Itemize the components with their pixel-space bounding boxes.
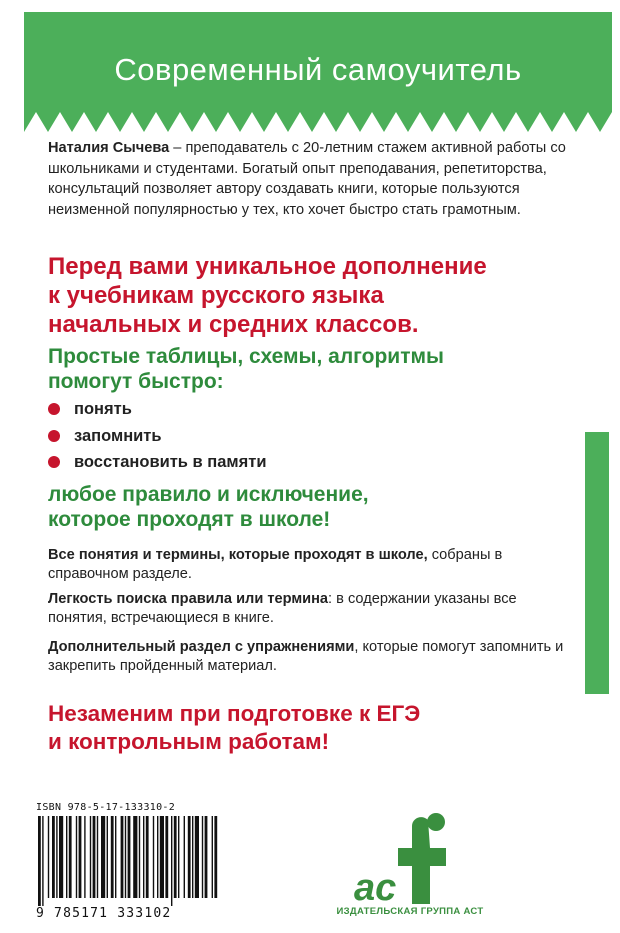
feature-bold: Дополнительный раздел с упражнениями bbox=[48, 639, 355, 655]
barcode-bar bbox=[153, 816, 154, 898]
headline-line-1: Перед вами уникальное дополнение bbox=[48, 253, 487, 280]
list-item-label: запомнить bbox=[74, 426, 162, 445]
benefit-list bbox=[48, 398, 548, 478]
barcode-bar bbox=[202, 816, 203, 898]
subheadline bbox=[48, 344, 588, 394]
header-banner bbox=[24, 12, 612, 132]
barcode-bar bbox=[128, 816, 131, 898]
barcode-bar bbox=[107, 816, 108, 898]
side-green-stripe bbox=[585, 432, 609, 694]
barcode-bar bbox=[101, 816, 105, 898]
bullet-dot-icon bbox=[48, 430, 60, 442]
closing-headline bbox=[48, 700, 588, 756]
barcode-bar bbox=[97, 816, 98, 898]
barcode-bar bbox=[195, 816, 199, 898]
barcode-bar bbox=[174, 816, 177, 898]
feature-text: собраны в справочном разделе. bbox=[48, 547, 503, 582]
barcode-bar bbox=[171, 816, 172, 906]
feature-paragraph bbox=[48, 546, 578, 584]
bullet-dot-icon bbox=[48, 403, 60, 415]
barcode-bar bbox=[111, 816, 114, 898]
barcode-bar bbox=[192, 816, 193, 898]
barcode-bar bbox=[48, 816, 49, 898]
list-item bbox=[48, 398, 548, 425]
barcode-icon bbox=[34, 816, 224, 906]
barcode-bar bbox=[212, 816, 213, 898]
barcode-bar bbox=[52, 816, 55, 898]
bullet-dot-icon bbox=[48, 456, 60, 468]
list-item-label: восстановить в памяти bbox=[74, 453, 267, 471]
feature-bold: Легкость поиска правила или термина bbox=[48, 591, 329, 607]
subhead-line-2: помогут быстро: bbox=[48, 370, 224, 393]
barcode-digits: 9 785171 333102 bbox=[36, 906, 172, 921]
barcode-bar bbox=[59, 816, 63, 898]
subhead-line-1: Простые таблицы, схемы, алгоритмы bbox=[48, 345, 444, 368]
author-name: Наталия Сычева bbox=[48, 140, 170, 156]
barcode-bar bbox=[188, 816, 191, 898]
barcode-bar bbox=[160, 816, 164, 898]
publisher-name: ИЗДАТЕЛЬСКАЯ ГРУППА АСТ bbox=[336, 906, 484, 917]
svg-text:ас: ас bbox=[354, 867, 397, 908]
barcode-bar bbox=[178, 816, 179, 898]
barcode-bar bbox=[79, 816, 82, 898]
barcode-bar bbox=[66, 816, 67, 898]
headline-line-3: начальных и средних классов. bbox=[48, 311, 419, 338]
feature-bold: Все понятия и термины, которые проходят в школе, bbox=[48, 547, 428, 563]
barcode-bar bbox=[184, 816, 185, 898]
barcode-bar bbox=[90, 816, 91, 898]
barcode-bar bbox=[139, 816, 140, 898]
barcode-bar bbox=[42, 816, 43, 906]
barcode-bar bbox=[165, 816, 168, 898]
closing-line-2: и контрольным работам! bbox=[48, 729, 330, 754]
barcode-bar bbox=[115, 816, 116, 898]
feature-text: : в содержании указаны все понятия, встречающиеся в книге. bbox=[48, 591, 517, 626]
barcode-bar bbox=[146, 816, 149, 898]
ast-logo-icon bbox=[350, 808, 470, 908]
list-item-label: понять bbox=[74, 400, 132, 418]
barcode-bar bbox=[93, 816, 96, 898]
headline-line-2: к учебникам русского языка bbox=[48, 282, 384, 309]
barcode-bar bbox=[125, 816, 126, 898]
series-title: Современный самоучитель bbox=[114, 52, 522, 87]
barcode-bar bbox=[84, 816, 85, 898]
barcode-bar bbox=[205, 816, 208, 898]
tagline-line-2: которое проходят в школе! bbox=[48, 508, 331, 531]
closing-line-1: Незаменим при подготовке к ЕГЭ bbox=[48, 701, 421, 726]
barcode-bar bbox=[214, 816, 217, 898]
barcode-bar bbox=[38, 816, 41, 906]
feature-paragraph bbox=[48, 590, 578, 628]
list-item bbox=[48, 425, 548, 452]
author-bio bbox=[48, 138, 568, 220]
tagline bbox=[48, 482, 588, 532]
main-headline bbox=[48, 252, 588, 339]
isbn-label: ISBN 978-5-17-133310-2 bbox=[36, 802, 176, 813]
barcode-bar bbox=[143, 816, 144, 898]
feature-paragraph bbox=[48, 638, 578, 676]
barcode-bar bbox=[157, 816, 158, 898]
author-bio-text: – преподаватель с 20-летним стажем активной работы со школьниками и студентами. Богатый опыт преподавания, репетиторства, консультаций позволяет автору создавать книги, которые пользуются неизменной популярностью у тех, кто хочет быстро стать грамотным. bbox=[48, 140, 566, 218]
barcode-bar bbox=[76, 816, 77, 898]
barcode-bar bbox=[133, 816, 137, 898]
barcode-bar bbox=[121, 816, 124, 898]
barcode-bar bbox=[69, 816, 72, 898]
list-item bbox=[48, 451, 548, 478]
tagline-line-1: любое правило и исключение, bbox=[48, 483, 369, 506]
feature-text: , которые помогут запомнить и закрепить пройденный материал. bbox=[48, 639, 564, 674]
barcode-bar bbox=[56, 816, 57, 898]
